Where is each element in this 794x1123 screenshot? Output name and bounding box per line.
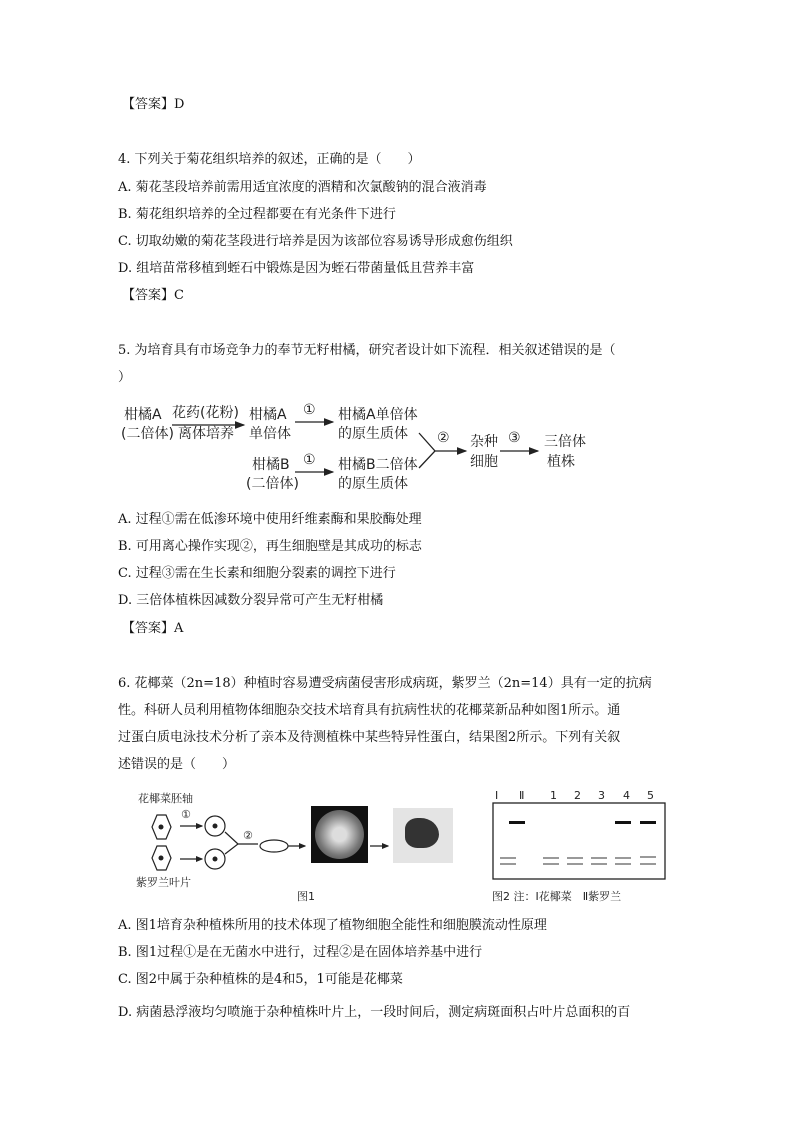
label: 细胞	[470, 454, 498, 470]
q4-option-c: C. 切取幼嫩的菊花茎段进行培养是因为该部位容易诱导形成愈伤组织	[118, 234, 513, 249]
q6-option-a: A. 图1培育杂种植株所用的技术体现了植物细胞全能性和细胞膜流动性原理	[118, 918, 547, 933]
label: 的原生质体	[338, 426, 408, 442]
label: 植株	[547, 454, 575, 470]
label: 的原生质体	[338, 476, 408, 492]
lane-label: 1	[550, 789, 557, 802]
q5-stem-cont: ）	[118, 370, 132, 385]
q4-stem: 4. 下列关于菊花组织培养的叙述，正确的是（ ）	[118, 152, 421, 167]
step-1-label: ①	[303, 402, 316, 418]
label: 紫罗兰叶片	[136, 876, 191, 889]
label: (二倍体)	[246, 476, 299, 492]
step-1-label: ①	[303, 452, 316, 468]
q5-option-b: B. 可用离心操作实现②，再生细胞壁是其成功的标志	[118, 539, 422, 554]
label: 柑橘A	[249, 407, 287, 423]
label: 柑橘A单倍体	[338, 407, 418, 423]
q5-option-a: A. 过程①需在低渗环境中使用纤维素酶和果胶酶处理	[118, 512, 422, 527]
lane-label: 2	[574, 789, 581, 802]
label: 杂种	[470, 434, 498, 450]
q6-stem-line4: 述错误的是（ ）	[118, 757, 236, 772]
label: 柑橘B	[252, 457, 290, 473]
lane-label: Ⅱ	[519, 789, 525, 802]
q6-option-c: C. 图2中属于杂种植株的是4和5，1可能是花椰菜	[118, 972, 403, 987]
lane-label: 4	[623, 789, 630, 802]
step-3-label: ③	[508, 430, 521, 446]
label: 花药(花粉)	[172, 405, 239, 421]
label: 柑橘A	[124, 407, 162, 423]
label: 三倍体	[544, 434, 586, 450]
q4-option-a: A. 菊花茎段培养前需用适宜浓度的酒精和次氯酸钠的混合液消毒	[118, 180, 487, 195]
lane-label: Ⅰ	[495, 789, 499, 802]
label: (二倍体)	[121, 426, 174, 442]
q4-option-b: B. 菊花组织培养的全过程都要在有光条件下进行	[118, 207, 396, 222]
q6-stem-line1: 6. 花椰菜（2n=18）种植时容易遭受病菌侵害形成病斑，紫罗兰（2n=14）具有一定的抗病	[118, 676, 652, 691]
q5-stem: 5. 为培育具有市场竞争力的奉节无籽柑橘，研究者设计如下流程．相关叙述错误的是（	[118, 343, 616, 358]
figure-caption: 图2 注：Ⅰ花椰菜 Ⅱ紫罗兰	[492, 890, 622, 903]
lane-label: 3	[598, 789, 605, 802]
label: 单倍体	[249, 426, 291, 442]
q5-option-d: D. 三倍体植株因减数分裂异常可产生无籽柑橘	[118, 593, 384, 608]
q3-answer: 【答案】D	[122, 97, 185, 112]
step-1-label: ①	[181, 808, 191, 821]
q4-answer: 【答案】C	[122, 288, 184, 303]
q6-stem-line2: 性。科研人员利用植物体细胞杂交技术培育具有抗病性状的花椰菜新品种如图1所示。通	[118, 703, 621, 718]
label: 离体培养	[178, 426, 234, 442]
step-2-label: ②	[243, 829, 253, 842]
q4-option-d: D. 组培苗常移植到蛭石中锻炼是因为蛭石带菌量低且营养丰富	[118, 261, 475, 276]
label: 柑橘B二倍体	[338, 457, 418, 473]
q5-answer: 【答案】A	[122, 621, 184, 636]
label: 花椰菜胚轴	[138, 792, 193, 805]
q6-stem-line3: 过蛋白质电泳技术分析了亲本及待测植株中某些特异性蛋白，结果图2所示。下列有关叙	[118, 730, 621, 745]
figure-caption: 图1	[297, 890, 315, 903]
q6-option-d: D. 病菌悬浮液均匀喷施于杂种植株叶片上，一段时间后，测定病斑面积占叶片总面积的百	[118, 1005, 631, 1020]
lane-label: 5	[647, 789, 654, 802]
q5-option-c: C. 过程③需在生长素和细胞分裂素的调控下进行	[118, 566, 396, 581]
q6-option-b: B. 图1过程①是在无菌水中进行，过程②是在固体培养基中进行	[118, 945, 483, 960]
step-2-label: ②	[437, 430, 450, 446]
